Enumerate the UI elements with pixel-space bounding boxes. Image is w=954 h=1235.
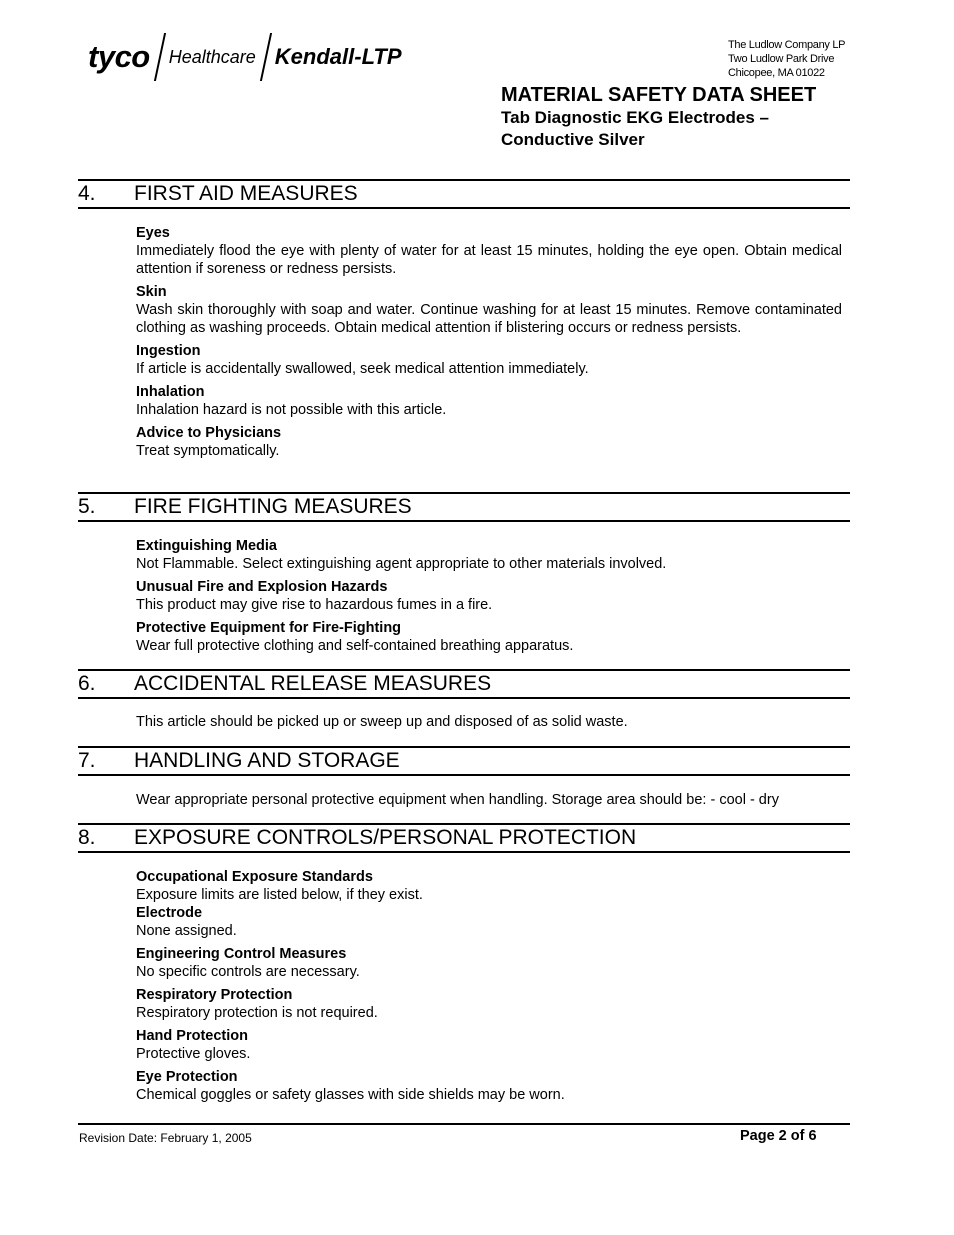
paragraph-engineering-controls: No specific controls are necessary. xyxy=(136,964,360,980)
subheading-eye-protection: Eye Protection xyxy=(136,1069,238,1085)
paragraph-electrode: None assigned. xyxy=(136,923,237,939)
section-7-header xyxy=(78,746,850,776)
paragraph-exposure-standards: Exposure limits are listed below, if they exist. xyxy=(136,887,423,903)
section-title: FIRE FIGHTING MEASURES xyxy=(134,495,412,518)
paragraph-handling: Wear appropriate personal protective equipment when handling. Storage area should be: - cool - dry xyxy=(136,792,779,808)
logo-tyco: tyco xyxy=(88,39,150,74)
section-6-header xyxy=(78,669,850,699)
section-number: 5. xyxy=(78,495,96,518)
subheading-engineering-controls: Engineering Control Measures xyxy=(136,946,347,962)
section-number: 4. xyxy=(78,182,96,205)
section-title: ACCIDENTAL RELEASE MEASURES xyxy=(134,672,492,695)
paragraph-inhalation: Inhalation hazard is not possible with this article. xyxy=(136,402,447,418)
subheading-extinguishing-media: Extinguishing Media xyxy=(136,538,277,554)
paragraph-fire-hazards: This product may give rise to hazardous fumes in a fire. xyxy=(136,597,493,613)
footer-divider xyxy=(78,1123,850,1125)
subheading-eyes: Eyes xyxy=(136,225,170,241)
paragraph-ingestion: If article is accidentally swallowed, seek medical attention immediately. xyxy=(136,361,589,377)
subheading-inhalation: Inhalation xyxy=(136,384,205,400)
product-name-line1: Tab Diagnostic EKG Electrodes – xyxy=(501,108,769,127)
section-5-header xyxy=(78,492,850,522)
company-logo xyxy=(88,32,402,82)
product-name-line2: Conductive Silver xyxy=(501,130,645,149)
section-title: HANDLING AND STORAGE xyxy=(134,749,400,772)
company-street: Two Ludlow Park Drive xyxy=(728,53,835,65)
section-4-header xyxy=(78,179,850,209)
company-city: Chicopee, MA 01022 xyxy=(728,67,825,79)
subheading-fire-equipment: Protective Equipment for Fire-Fighting xyxy=(136,620,402,636)
section-4-body xyxy=(136,224,842,465)
subheading-ingestion: Ingestion xyxy=(136,343,201,359)
paragraph-respiratory: Respiratory protection is not required. xyxy=(136,1005,378,1021)
page-number: Page 2 of 6 xyxy=(740,1128,817,1144)
subheading-fire-hazards: Unusual Fire and Explosion Hazards xyxy=(136,579,388,595)
section-5-body xyxy=(136,537,842,660)
paragraph-release: This article should be picked up or sweep up and disposed of as solid waste. xyxy=(136,714,628,730)
section-6-body xyxy=(136,713,842,736)
document-title-block xyxy=(501,83,816,151)
section-number: 7. xyxy=(78,749,96,772)
section-8-body xyxy=(136,868,842,1109)
paragraph-eyes: Immediately flood the eye with plenty of water for at least 15 minutes, holding the eye open. Obtain medical attention if soreness or redness persists. xyxy=(136,243,842,277)
document-title: MATERIAL SAFETY DATA SHEET xyxy=(501,84,817,106)
subheading-electrode: Electrode xyxy=(136,905,203,921)
section-7-body xyxy=(136,791,842,814)
section-title: FIRST AID MEASURES xyxy=(134,182,358,205)
subheading-skin: Skin xyxy=(136,284,167,300)
paragraph-fire-equipment: Wear full protective clothing and self-contained breathing apparatus. xyxy=(136,638,574,654)
section-8-header xyxy=(78,823,850,853)
paragraph-eye-protection: Chemical goggles or safety glasses with side shields may be worn. xyxy=(136,1087,565,1103)
logo-divider xyxy=(260,33,272,81)
section-number: 6. xyxy=(78,672,96,695)
logo-divider xyxy=(154,33,166,81)
section-title: EXPOSURE CONTROLS/PERSONAL PROTECTION xyxy=(134,826,637,849)
subheading-advice: Advice to Physicians xyxy=(136,425,282,441)
subheading-hand-protection: Hand Protection xyxy=(136,1028,248,1044)
section-number: 8. xyxy=(78,826,96,849)
company-address xyxy=(728,38,845,80)
paragraph-advice: Treat symptomatically. xyxy=(136,443,280,459)
paragraph-skin: Wash skin thoroughly with soap and water. Continue washing for at least 15 minutes. Remove contaminated clothing as washing proceeds. Obtain medical attention if blistering occurs or redness persists. xyxy=(136,302,842,336)
logo-kendall: Kendall-LTP xyxy=(274,44,402,69)
company-name: The Ludlow Company LP xyxy=(728,39,846,51)
subheading-exposure-standards: Occupational Exposure Standards xyxy=(136,869,373,885)
subheading-respiratory: Respiratory Protection xyxy=(136,987,293,1003)
paragraph-extinguishing-media: Not Flammable. Select extinguishing agent appropriate to other materials involved. xyxy=(136,556,667,572)
logo-healthcare: Healthcare xyxy=(168,46,256,67)
paragraph-hand-protection: Protective gloves. xyxy=(136,1046,251,1062)
revision-date: Revision Date: February 1, 2005 xyxy=(79,1131,252,1145)
